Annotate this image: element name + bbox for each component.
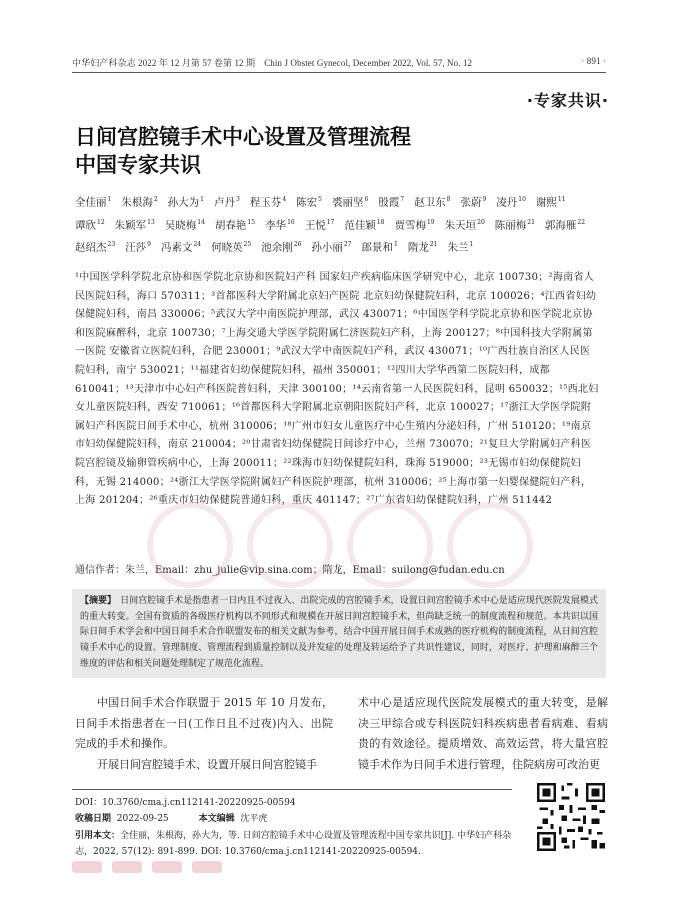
author-name — [215, 213, 255, 236]
author-name — [378, 190, 404, 213]
author-name — [362, 235, 398, 258]
author-affiliation-marker: 24 — [193, 241, 202, 248]
author-name — [261, 235, 301, 258]
author-name-text: 卢丹 — [213, 196, 235, 209]
author-name-text: 隋龙 — [407, 241, 429, 254]
author-name-text: 陈宏 — [296, 196, 318, 209]
author-name — [75, 235, 115, 258]
body-column-left — [75, 693, 333, 775]
citation-line — [75, 828, 515, 861]
column-label: ·专家共识· — [526, 91, 609, 110]
author-name — [445, 213, 485, 236]
body-paragraph: 术中心是适应现代医院发展模式的重大转变，是解决三甲综合或专科医院妇科疾病患者看病难、看病贵的有效途径。提质增效、高效运营，将大量宫腔镜手术作为日间手术进行管理，住院病房可改治更 — [358, 696, 608, 771]
author-affiliation-marker: 22 — [577, 218, 586, 226]
author-affiliation-marker: 10 — [518, 196, 526, 203]
author-name-text: 王悦 — [304, 219, 326, 231]
author-name-text: 赵卫东 — [414, 196, 446, 209]
author-name-text: 赵绍杰 — [75, 241, 107, 254]
author-name — [496, 190, 526, 213]
author-name-text: 胡春艳 — [214, 219, 247, 231]
abstract-box — [72, 589, 606, 678]
header-rule — [72, 72, 606, 73]
author-name-text: 何晓英 — [211, 241, 243, 254]
author-name-text: 范佳颖 — [344, 219, 376, 231]
author-name-text: 吴晓梅 — [164, 219, 197, 231]
abstract-text: 日间宫腔镜手术是指患者一日内且不过夜入、出院完成的宫腔镜手术，设置日间宫腔镜手术中心是适应现代医院发展模式的重大转变。全国有资质的各级医疗机构以不同形式和规模在开展日间宫腔镜手术，但尚缺乏统一的制度流程和规范。本共识以国际日间手术学会和中国日间手术合作联盟发布的相关文献为参考，结合中国开展日间手术成熟的医疗机构的制度流程，从日间宫腔镜手术中心的设置、管理制度、管理流程到质量控制以及并发症的处理及转运给予了共识性建议，同时，对医疗、护理和麻醉三个维度的评估和相关问题处理制定了规范化流程。 — [80, 596, 598, 669]
author-name — [448, 235, 474, 258]
author-name-text: 池余刚 — [261, 241, 293, 254]
footer-watermark-logo — [72, 857, 272, 877]
article-title — [75, 123, 575, 179]
author-affiliation-marker: 23 — [107, 241, 116, 248]
author-affiliation-marker: 4 — [282, 196, 287, 203]
author-affiliation-marker: 1 — [107, 196, 112, 203]
author-name — [165, 213, 205, 236]
author-affiliation-marker: 27 — [343, 241, 352, 248]
author-name-text: 朱天垣 — [444, 219, 477, 231]
author-name — [168, 190, 204, 213]
editor-name: 沈平虎 — [240, 814, 268, 825]
abstract-label: 【摘要】 — [80, 596, 117, 606]
author-affiliation-marker: 9 — [482, 196, 487, 203]
title-line-2: 中国专家共识 — [75, 153, 201, 177]
author-affiliation-marker: 18 — [376, 218, 385, 226]
author-name-text: 裘丽坚 — [331, 196, 364, 209]
received-date: 2022-09-25 — [116, 814, 169, 825]
body-paragraph: 中国日间手术合作联盟于 2015 年 10 月发布，日间手术指患者在一日(工作日且不过夜)内入、出院完成的手术和操作。 — [75, 696, 333, 750]
footnotes — [75, 795, 515, 860]
author-name — [265, 213, 295, 236]
author-affiliation-marker: 19 — [426, 218, 435, 226]
affiliations: ¹中国医学科学院北京协和医学院北京协和医院妇产科 国家妇产疾病临床医学研究中心，北京 100730；²海南省人民医院妇科，海口 570311；³首都医科大学附属北京妇产医院 北京妇幼保健院妇科，北京 100026；⁴江西省妇幼保健院妇科，南昌 330006；⁵武汉大学中南医院护理部，武汉 430071；⁶中国医学科学院北京协和医学院北京协和医院麻醉科，北京 100730；⁷上海交通大学医学院附属仁济医院妇产科，上海 200127；⁸中国科技大学附属第一医院 安徽省立医院妇科，合肥 230001；⁹武汉大学中南医院妇产科，武汉 430071；¹⁰广西壮族自治区人民医院妇科，南宁 530021；¹¹福建省妇幼保健院妇科，福州 350001；¹²四川大学华西第二医院妇科，成都 610041；¹³天津市中心妇产科医院普妇科，天津 300100；¹⁴云南省第一人民医院妇科，昆明 650032；¹⁵西北妇女儿童医院妇科，西安 710061；¹⁶首都医科大学附属北京朝阳医院妇产科，北京 100027；¹⁷浙江大学医学院附属妇产科医院日间手术中心，杭州 310006；¹⁸广州市妇女儿童医疗中心生殖内分泌妇科，广州 510120；¹⁹南京市妇幼保健院妇科，南京 210004；²⁰甘肃省妇幼保健院日间诊疗中心，兰州 730070；²¹复旦大学附属妇产科医院宫腔镜及输卵管疾病中心，上海 200011；²²珠海市妇幼保健院妇科，珠海 519000；²³无锡市妇幼保健院妇科，无锡 214000；²⁴浙江大学医学院附属妇产科医院护理部，杭州 310006；²⁵上海市第一妇婴保健院妇产科，上海 201204；²⁶重庆市妇幼保健院普通妇科，重庆 401147；²⁷广东省妇幼保健院妇科，广州 511442 — [75, 272, 599, 507]
author-name-text: 程玉芬 — [249, 196, 282, 209]
author-affiliation-marker: 2 — [153, 196, 158, 203]
author-name-text: 汪莎 — [125, 241, 147, 254]
author-name — [344, 213, 384, 236]
author-name — [214, 190, 240, 213]
author-affiliation-marker: 26 — [293, 241, 302, 248]
journal-citation-header: 中华妇产科杂志 2022 年 12 月第 57 卷第 12 期 Chin J Obstet Gynecol, December 2022, Vol. 57, No. 12 — [72, 58, 473, 68]
author-affiliation-marker: 14 — [197, 218, 205, 226]
author-name — [311, 235, 351, 258]
author-name — [460, 190, 486, 213]
author-name — [408, 235, 438, 258]
author-name — [495, 213, 535, 236]
author-affiliation-marker: 21 — [527, 218, 535, 226]
author-name — [414, 190, 450, 213]
author-name-text: 贾雪梅 — [394, 219, 426, 231]
author-affiliation-marker: 8 — [446, 196, 451, 203]
author-name — [305, 213, 335, 236]
author-name-text: 凌丹 — [496, 196, 518, 209]
citation-label: 引用本文： — [75, 830, 121, 841]
author-affiliation-marker: 15 — [247, 218, 256, 226]
body-column-right — [358, 693, 608, 775]
author-affiliation-marker: 1 — [469, 241, 474, 248]
author-name-text: 李华 — [265, 219, 287, 231]
author-affiliation-marker: 3 — [235, 196, 240, 203]
received-label: 收稿日期 — [75, 814, 112, 825]
author-name-text: 张蔚 — [460, 196, 482, 209]
author-name-text: 朱根海 — [121, 196, 153, 209]
author-affiliation-marker: 7 — [400, 196, 405, 203]
author-name — [121, 190, 157, 213]
body-paragraph: 开展日间宫腔镜手术、设置开展日间宫腔镜手 — [97, 757, 317, 771]
author-name — [536, 190, 566, 213]
correspondence: 通信作者：朱兰，Email：zhu_julie@vip.sina.com；隋龙，Email：suilong@fudan.edu.cn — [75, 565, 505, 576]
author-name-text: 谭欣 — [75, 219, 96, 231]
author-affiliation-marker: 1 — [200, 196, 204, 203]
author-name-text: 孙大为 — [167, 196, 200, 209]
running-head — [72, 56, 606, 69]
author-affiliation-marker: 25 — [243, 241, 252, 248]
footnote-rule — [72, 789, 512, 790]
author-affiliation-marker: 17 — [326, 218, 335, 226]
author-name-text: 郭海雁 — [544, 219, 577, 231]
author-name — [125, 235, 151, 258]
author-name — [394, 213, 434, 236]
author-affiliation-marker: 6 — [364, 196, 369, 203]
author-name — [332, 190, 368, 213]
author-affiliation-marker: 13 — [147, 218, 155, 226]
author-name-text: 殷霞 — [378, 196, 400, 209]
citation-text: 全佳丽，朱根海，孙大为，等. 日间宫腔镜手术中心设置及管理流程中国专家共识[J]. 中华妇产科杂志，2022, 57(12): 891-899. DOI: 10.3760/cma.j.cn112141-20220925-00594. — [75, 830, 512, 857]
doi-line: DOI：10.3760/cma.j.cn112141-20220925-00594 — [75, 798, 296, 808]
author-name-text: 冯素文 — [160, 241, 193, 254]
page-number: · 891 · — [581, 56, 606, 66]
author-affiliation-marker: 20 — [477, 218, 485, 226]
editor-label: 本文编辑 — [198, 814, 235, 825]
author-affiliation-marker: 1 — [394, 241, 398, 248]
author-name — [250, 190, 286, 213]
author-name — [161, 235, 201, 258]
title-line-1: 日间宫腔镜手术中心设置及管理流程 — [75, 125, 411, 149]
author-name — [75, 213, 105, 236]
author-name-text: 陈丽梅 — [494, 219, 527, 231]
author-affiliation-marker: 9 — [147, 241, 151, 248]
author-name — [211, 235, 251, 258]
author-affiliation-marker: 11 — [557, 196, 566, 203]
author-list — [75, 190, 600, 258]
author-affiliation-marker: 5 — [318, 196, 322, 203]
author-affiliation-marker: 12 — [97, 218, 105, 226]
received-editor-line — [75, 811, 515, 827]
author-name — [545, 213, 585, 236]
author-name-text: 全佳丽 — [75, 196, 107, 209]
author-name — [115, 213, 155, 236]
author-name — [75, 190, 111, 213]
author-name-text: 谢熙 — [535, 196, 557, 209]
author-affiliation-marker: 16 — [287, 218, 295, 226]
author-name-text: 朱颖军 — [114, 219, 147, 231]
author-name — [296, 190, 322, 213]
author-name-text: 孙小丽 — [311, 241, 343, 254]
author-name-text: 朱兰 — [447, 241, 469, 254]
qr-code — [537, 783, 605, 851]
author-name-text: 郎景和 — [361, 241, 394, 254]
author-affiliation-marker: 21 — [429, 241, 438, 248]
